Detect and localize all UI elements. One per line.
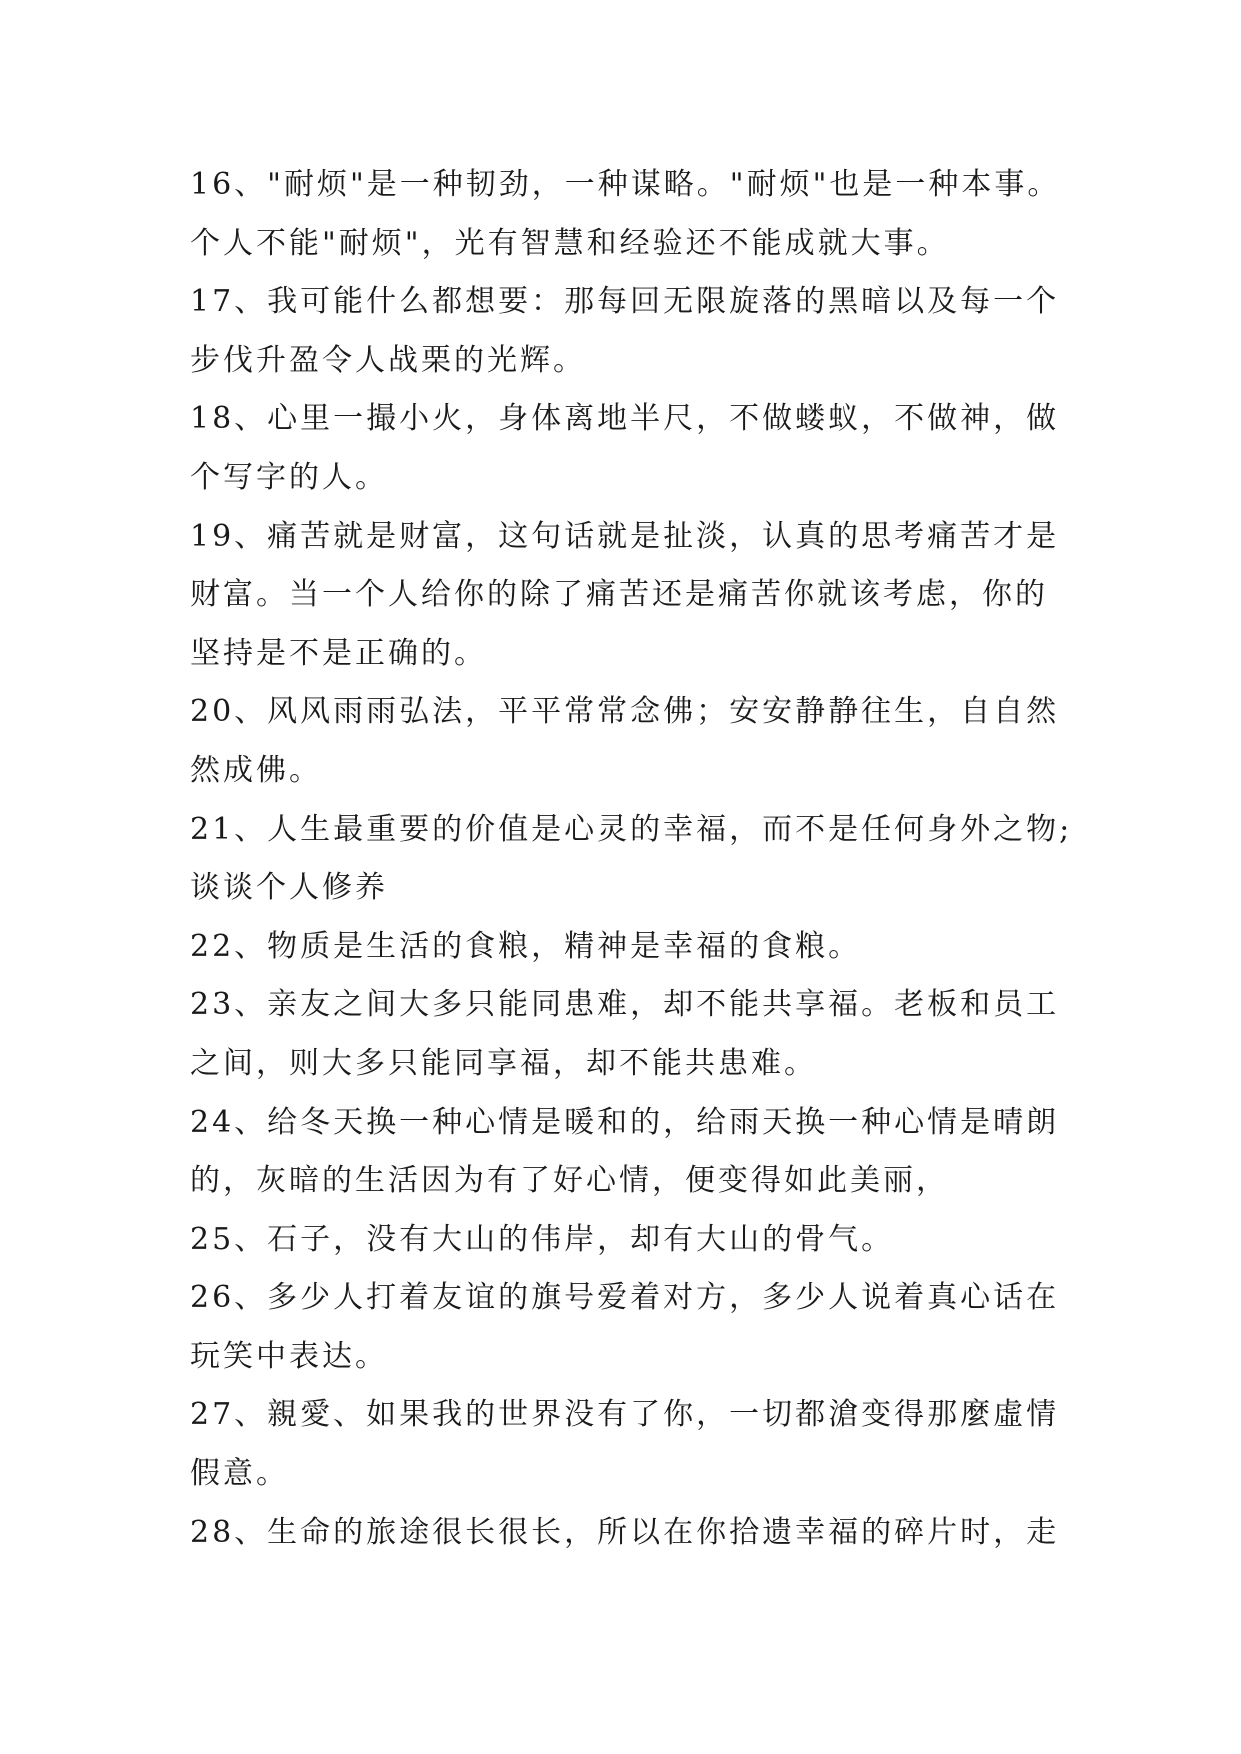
text-line: 之间，则大多只能同享福，却不能共患难。: [190, 1045, 817, 1081]
text-line: 18、心里一撮小火，身体离地半尺，不做蝼蚁，不做神，做: [190, 401, 1060, 437]
text-line: 19、痛苦就是财富，这句话就是扯淡，认真的思考痛苦才是: [190, 518, 1060, 554]
text-line: 个人不能"耐烦"，光有智慧和经验还不能成就大事。: [190, 225, 950, 261]
text-line: 26、多少人打着友谊的旗号爱着对方，多少人说着真心话在: [190, 1280, 1060, 1316]
text-line: 24、给冬天换一种心情是暖和的，给雨天换一种心情是晴朗: [190, 1104, 1060, 1140]
text-line: 17、我可能什么都想要：那每回无限旋落的黑暗以及每一个: [190, 284, 1060, 320]
text-line: 27、親愛、如果我的世界没有了你，一切都滄变得那麼虛情: [190, 1397, 1060, 1433]
quote-text-block: [190, 156, 1073, 1562]
text-line: 的，灰暗的生活因为有了好心情，便变得如此美丽，: [190, 1163, 949, 1199]
text-line: 21、人生最重要的价值是心灵的幸福，而不是任何身外之物;: [190, 811, 1073, 847]
text-line: 20、风风雨雨弘法，平平常常念佛；安安静静往生，自自然: [190, 694, 1060, 730]
text-line: 谈谈个人修养: [190, 870, 388, 906]
text-line: 假意。: [190, 1456, 289, 1492]
text-line: 个写字的人。: [190, 459, 388, 495]
text-line: 25、石子，没有大山的伟岸，却有大山的骨气。: [190, 1221, 895, 1257]
text-line: 16、"耐烦"是一种韧劲，一种谋略。"耐烦"也是一种本事。: [190, 167, 1061, 202]
text-line: 步伐升盈令人战栗的光辉。: [190, 342, 586, 378]
text-line: 财富。当一个人给你的除了痛苦还是痛苦你就该考虑，你的: [190, 577, 1048, 613]
text-line: 28、生命的旅途很长很长，所以在你拾遗幸福的碎片时，走: [190, 1514, 1060, 1550]
text-line: 坚持是不是正确的。: [190, 635, 487, 671]
text-line: 玩笑中表达。: [190, 1338, 388, 1374]
text-line: 然成佛。: [190, 752, 322, 788]
text-line: 23、亲友之间大多只能同患难，却不能共享福。老板和员工: [190, 987, 1060, 1023]
text-line: 22、物质是生活的食粮，精神是幸福的食粮。: [190, 928, 862, 964]
